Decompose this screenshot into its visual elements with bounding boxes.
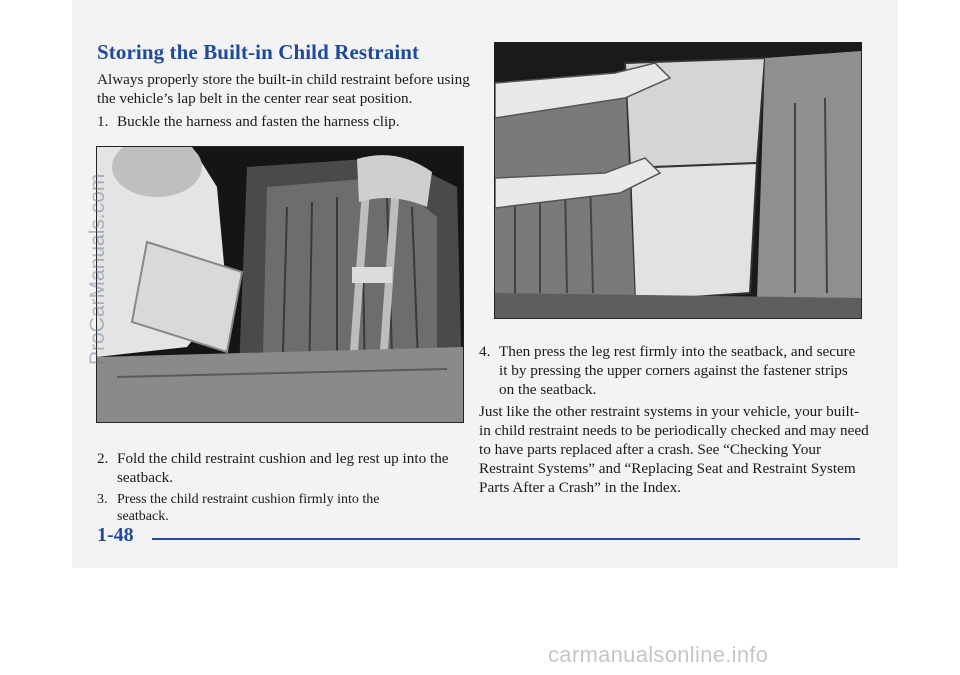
step-text: Press the child restraint cushion firmly into the seatback. — [117, 492, 380, 524]
bottom-watermark: carmanualsonline.info — [548, 642, 769, 667]
step-number: 3. — [97, 492, 108, 507]
step-4 — [479, 342, 859, 399]
section-heading: Storing the Built-in Child Restraint — [97, 40, 420, 64]
step-2 — [97, 449, 457, 487]
step-1 — [97, 112, 487, 131]
illustration-buckled-harness — [96, 146, 464, 423]
intro-paragraph: Always properly store the built-in child restraint before using the vehicle’s lap belt in the center rear seat position. — [97, 71, 470, 107]
step-text: Fold the child restraint cushion and leg rest up into the seatback. — [117, 450, 449, 486]
page-number: 1-48 — [97, 524, 134, 546]
maintenance-note: Just like the other restraint systems in your vehicle, your built-in child restraint needs to be periodically checked and may need to have parts replaced after a crash. See “Checking Your Restraint Systems” and “Replacing Seat and Restraint System Parts After a Crash” in the Index. — [479, 403, 869, 496]
step-text: Buckle the harness and fasten the harness clip. — [117, 113, 400, 130]
footer-rule — [152, 538, 860, 540]
illustration-pressing-leg-rest — [494, 42, 862, 319]
step-number: 2. — [97, 450, 109, 467]
step-number: 1. — [97, 113, 109, 130]
step-text: Then press the leg rest firmly into the seatback, and secure it by pressing the upper corners against the fastener strips on the seatback. — [499, 343, 856, 398]
step-3 — [97, 491, 397, 525]
step-number: 4. — [479, 343, 491, 360]
side-watermark: ProCarManuals.com — [86, 173, 109, 365]
